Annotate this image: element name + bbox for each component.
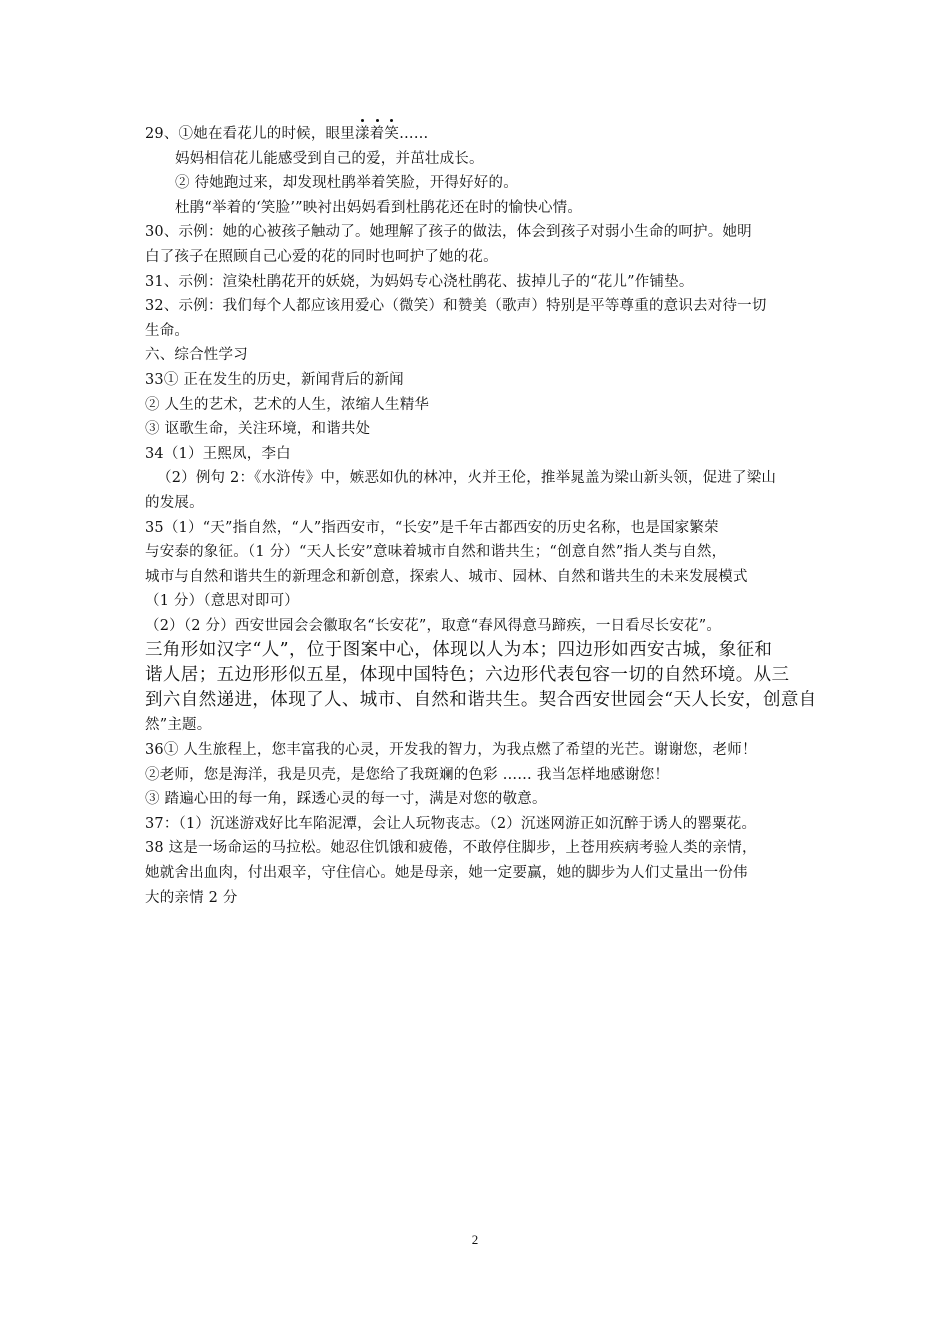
q36-line-1: 36① 人生旅程上，您丰富我的心灵，开发我的智力，为我点燃了希望的光芒。谢谢您，老师！ [145, 742, 757, 759]
emphasis-char: 笑 [384, 122, 399, 147]
q35-line-1: 35（1）“天”指自然，“人”指西安市，“长安”是千年古都西安的历史名称，也是国家繁荣 [145, 519, 719, 536]
q36-line-3: ③ 踏遍心田的每一角，踩透心灵的每一寸，满是对您的敬意。 [145, 791, 547, 808]
q35-line-7: 谐人居；五边形形似五星，体现中国特色；六边形代表包容一切的自然环境。从三 [145, 665, 790, 686]
q29-line-4: 杜鹃“举着的‘笑脸’”映衬出妈妈看到杜鹃花还在时的愉快心情。 [175, 199, 583, 216]
q37-line: 37：（1）沉迷游戏好比车陷泥潭，会让人玩物丧志。（2）沉迷网游正如沉醉于诱人的罂粟花。 [145, 815, 757, 832]
q29-line-1 [145, 122, 815, 147]
q29-line-3: ② 待她跑过来，却发现杜鹃举着笑脸，开得好好的。 [175, 175, 518, 192]
section-heading: 六、综合性学习 [145, 347, 248, 364]
q29-text: 29、①她在看花儿的时候，眼里 [145, 126, 355, 142]
q35-line-6: 三角形如汉字“人”，位于图案中心，体现以人为本；四边形如西安古城，象征和 [145, 640, 773, 661]
q33-line-2: ② 人生的艺术，艺术的人生，浓缩人生精华 [145, 396, 430, 413]
q36-line-2: ②老师，您是海洋，我是贝壳，是您给了我斑斓的色彩 …… 我当怎样地感谢您！ [145, 766, 670, 783]
emphasis-char: 着 [370, 122, 385, 147]
q35-line-4: （1 分）（意思对即可） [145, 593, 299, 610]
answer-key-body [145, 122, 815, 910]
q38-line-3: 大的亲情 2 分 [145, 889, 238, 906]
q30-line-2: 白了孩子在照顾自己心爱的花的同时也呵护了她的花。 [145, 248, 498, 265]
q29-line-2: 妈妈相信花儿能感受到自己的爱，并茁壮成长。 [175, 150, 484, 167]
q32-line-2: 生命。 [145, 322, 190, 339]
q38-line-1: 38 这是一场命运的马拉松。她忍住饥饿和疲倦，不敢停住脚步，上苍用疾病考验人类的亲情， [145, 840, 757, 857]
q29-text-ellipsis: …… [399, 126, 429, 142]
q34-line-3: 的发展。 [145, 494, 204, 511]
q31-line: 31、示例：渲染杜鹃花开的妖娆，为妈妈专心浇杜鹃花、拔掉儿子的“花儿”作铺垫。 [145, 273, 694, 290]
q34-line-1: 34（1）王熙凤，李白 [145, 445, 291, 462]
q33-line-1: 33① 正在发生的历史，新闻背后的新闻 [145, 371, 404, 388]
page-number: 2 [471, 1232, 479, 1247]
q35-line-9: 然”主题。 [145, 717, 212, 734]
q38-line-2: 她就舍出血肉，付出艰辛，守住信心。她是母亲，她一定要赢，她的脚步为人们丈量出一份伟 [145, 865, 748, 882]
q35-line-2: 与安泰的象征。（1 分）“天人长安”意味着城市自然和谐共生；“创意自然”指人类与自然， [145, 544, 727, 561]
q33-line-3: ③ 讴歌生命，关注环境，和谐共处 [145, 421, 371, 438]
q35-line-8: 到六自然递进，体现了人、城市、自然和谐共生。契合西安世园会“天人长安，创意自 [145, 690, 817, 711]
q30-line-1: 30、示例：她的心被孩子触动了。她理解了孩子的做法，体会到孩子对弱小生命的呵护。她明 [145, 224, 752, 241]
q34-line-2: （2）例句 2：《水浒传》中，嫉恶如仇的林冲，火并王伦，推举晁盖为梁山新头领，促进了梁山 [157, 470, 777, 487]
q35-line-5: （2）（2 分）西安世园会会徽取名“长安花”，取意“春风得意马蹄疾，一日看尽长安花”。 [145, 617, 722, 634]
q32-line-1: 32、示例：我们每个人都应该用爱心（微笑）和赞美（歌声）特别是平等尊重的意识去对待一切 [145, 298, 767, 315]
emphasis-char: 漾 [355, 122, 370, 147]
q35-line-3: 城市与自然和谐共生的新理念和新创意，探索人、城市、园林、自然和谐共生的未来发展模式 [145, 568, 748, 585]
